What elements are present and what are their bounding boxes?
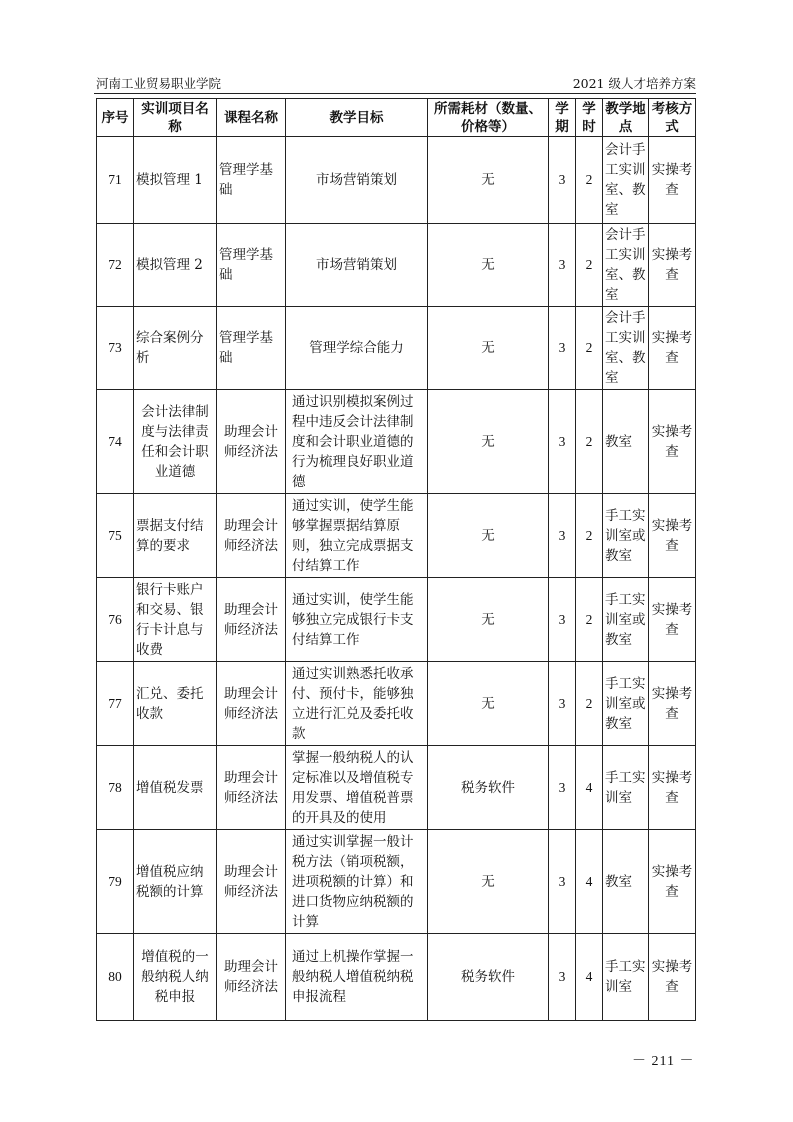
cell-place: 手工实训室: [603, 746, 649, 830]
cell-course: 助理会计师经济法: [217, 746, 286, 830]
cell-place: 教室: [603, 390, 649, 494]
cell-project: 汇兑、委托收款: [134, 662, 217, 746]
page-number: － 211 －: [632, 1054, 695, 1069]
header-no: 序号: [97, 99, 134, 137]
cell-goal: [286, 494, 428, 578]
cell-project: 票据支付结算的要求: [134, 494, 217, 578]
cell-assess: 实操考查: [649, 662, 696, 746]
cell-goal: 市场营销策划: [286, 224, 428, 307]
cell-assess: 实操考查: [649, 830, 696, 934]
goal-text: 通过实训，使学生能够独立完成银行卡支付结算工作: [292, 591, 414, 648]
table-row: [97, 830, 696, 934]
cell-no: 80: [97, 934, 134, 1021]
cell-no: 74: [97, 390, 134, 494]
cell-place: 手工实训室或教室: [603, 494, 649, 578]
cell-assess: 实操考查: [649, 390, 696, 494]
cell-no: 75: [97, 494, 134, 578]
goal-text: 通过实训熟悉托收承付、预付卡，能够独立进行汇兑及委托收款: [292, 665, 414, 742]
header-course: 课程名称: [217, 99, 286, 137]
cell-term: 3: [549, 390, 576, 494]
cell-materials: 无: [428, 494, 549, 578]
cell-term: 3: [549, 578, 576, 662]
cell-goal: [286, 662, 428, 746]
table-row: [97, 390, 696, 494]
cell-hours: 4: [576, 830, 603, 934]
goal-text: 掌握一般纳税人的认定标准以及增值税专用发票、增值税普票的开具及的使用: [292, 749, 414, 826]
cell-course: 助理会计师经济法: [217, 830, 286, 934]
cell-project: 银行卡账户和交易、银行卡计息与收费: [134, 578, 217, 662]
cell-goal: 市场营销策划: [286, 137, 428, 224]
cell-materials: 无: [428, 307, 549, 390]
cell-term: 3: [549, 137, 576, 224]
header-term: 学期: [549, 99, 576, 137]
cell-assess: 实操考查: [649, 746, 696, 830]
cell-place: 会计手工实训室、教室: [603, 307, 649, 390]
training-table: [96, 98, 696, 1021]
cell-goal: [286, 746, 428, 830]
table-row: [97, 224, 696, 307]
cell-place: 会计手工实训室、教室: [603, 224, 649, 307]
header-place: 教学地点: [603, 99, 649, 137]
cell-place: 手工实训室: [603, 934, 649, 1021]
header-hours: 学时: [576, 99, 603, 137]
cell-hours: 2: [576, 390, 603, 494]
cell-hours: 2: [576, 137, 603, 224]
cell-goal: [286, 578, 428, 662]
cell-place: 教室: [603, 830, 649, 934]
cell-term: 3: [549, 224, 576, 307]
table-header-row: [97, 99, 696, 137]
cell-materials: 无: [428, 830, 549, 934]
cell-hours: 2: [576, 578, 603, 662]
cell-term: 3: [549, 934, 576, 1021]
goal-text: 通过上机操作掌握一般纳税人增值税纳税申报流程: [292, 949, 414, 1005]
cell-course: 管理学基础: [217, 307, 286, 390]
cell-assess: 实操考查: [649, 578, 696, 662]
goal-text: 通过识别模拟案例过程中违反会计法律制度和会计职业道德的行为梳理良好职业道德: [292, 393, 414, 490]
cell-goal: [286, 390, 428, 494]
cell-project: 增值税发票: [134, 746, 217, 830]
cell-materials: 无: [428, 662, 549, 746]
cell-project: 模拟管理 2: [134, 224, 217, 307]
cell-course: 管理学基础: [217, 137, 286, 224]
header-project: 实训项目名称: [134, 99, 217, 137]
header-plan-title: 2021 级人才培养方案: [572, 76, 696, 91]
header-school-name: 河南工业贸易职业学院: [96, 76, 222, 91]
cell-place: 会计手工实训室、教室: [603, 137, 649, 224]
cell-course: 助理会计师经济法: [217, 662, 286, 746]
cell-place: 手工实训室或教室: [603, 578, 649, 662]
cell-project: 增值税的一般纳税人纳税申报: [134, 934, 217, 1021]
cell-course: 管理学基础: [217, 224, 286, 307]
table-row: [97, 578, 696, 662]
table-row: [97, 662, 696, 746]
cell-goal: 管理学综合能力: [286, 307, 428, 390]
cell-materials: 无: [428, 137, 549, 224]
goal-text: 通过实训掌握一般计税方法（销项税额，进项税额的计算）和进口货物应纳税额的计算: [292, 833, 414, 930]
cell-materials: 无: [428, 390, 549, 494]
cell-course: 助理会计师经济法: [217, 934, 286, 1021]
table-row: [97, 746, 696, 830]
cell-term: 3: [549, 746, 576, 830]
cell-materials: 无: [428, 578, 549, 662]
cell-term: 3: [549, 307, 576, 390]
cell-hours: 2: [576, 224, 603, 307]
header-assess: 考核方式: [649, 99, 696, 137]
cell-goal: [286, 830, 428, 934]
cell-term: 3: [549, 662, 576, 746]
cell-hours: 2: [576, 662, 603, 746]
cell-assess: 实操考查: [649, 934, 696, 1021]
cell-hours: 2: [576, 307, 603, 390]
cell-project: 模拟管理 1: [134, 137, 217, 224]
cell-term: 3: [549, 830, 576, 934]
table-row: [97, 934, 696, 1021]
table-row: [97, 494, 696, 578]
cell-no: 78: [97, 746, 134, 830]
cell-assess: 实操考查: [649, 307, 696, 390]
cell-hours: 2: [576, 494, 603, 578]
cell-project: 综合案例分析: [134, 307, 217, 390]
cell-materials: 无: [428, 224, 549, 307]
cell-no: 77: [97, 662, 134, 746]
cell-goal: [286, 934, 428, 1021]
header-rule: [94, 93, 696, 94]
cell-assess: 实操考查: [649, 494, 696, 578]
cell-course: 助理会计师经济法: [217, 494, 286, 578]
cell-project: 会计法律制度与法律责任和会计职业道德: [134, 390, 217, 494]
cell-project: 增值税应纳税额的计算: [134, 830, 217, 934]
cell-no: 79: [97, 830, 134, 934]
cell-assess: 实操考查: [649, 137, 696, 224]
cell-course: 助理会计师经济法: [217, 578, 286, 662]
table-row: [97, 137, 696, 224]
cell-hours: 4: [576, 746, 603, 830]
cell-hours: 4: [576, 934, 603, 1021]
cell-no: 76: [97, 578, 134, 662]
header-materials: 所需耗材（数量、价格等）: [428, 99, 549, 137]
cell-materials: 税务软件: [428, 934, 549, 1021]
cell-course: 助理会计师经济法: [217, 390, 286, 494]
cell-no: 73: [97, 307, 134, 390]
table-row: [97, 307, 696, 390]
cell-place: 手工实训室或教室: [603, 662, 649, 746]
cell-term: 3: [549, 494, 576, 578]
header-goal: 教学目标: [286, 99, 428, 137]
cell-no: 71: [97, 137, 134, 224]
cell-no: 72: [97, 224, 134, 307]
goal-text: 通过实训，使学生能够掌握票据结算原则，独立完成票据支付结算工作: [292, 497, 414, 574]
cell-assess: 实操考查: [649, 224, 696, 307]
cell-materials: 税务软件: [428, 746, 549, 830]
